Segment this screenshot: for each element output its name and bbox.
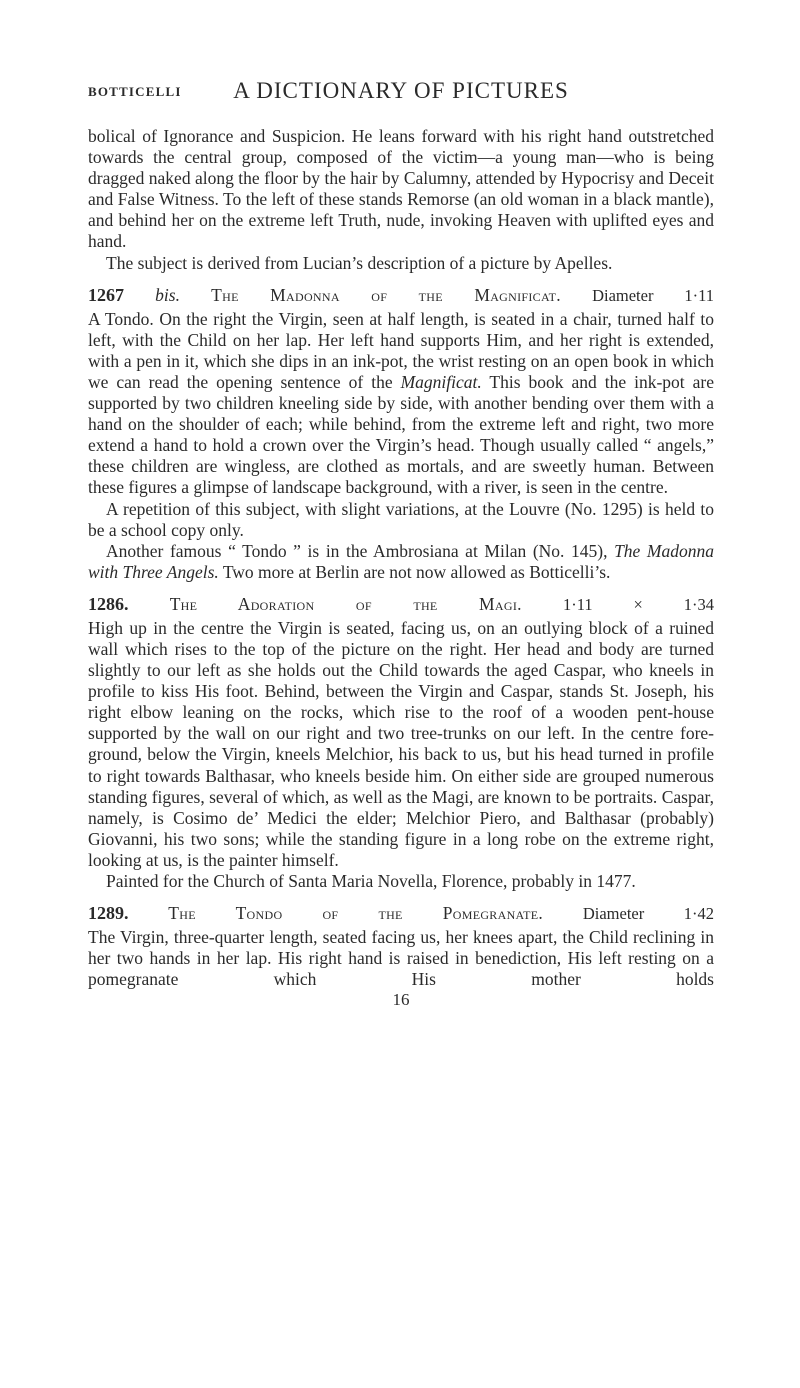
header-title: A DICTIONARY OF PICTURES [233,78,569,103]
entry-paragraph: High up in the centre the Virgin is seated, facing us, on an outlying block of a ruined wall which rises to the top of the picture on the right. Her head and body are turned slightly to our left as she holds out the Child towards the aged Caspar, who kneels in profile to kiss His foot. Behind, between the Virgin and Caspar, stands St. Joseph, his right elbow leaning on the rocks, which rise to the roof of a wooden pent-house supported by the wall on our right and two tree-trunks on our left. In the centre fore-ground, below the Virgin, kneels Melchior, his back to us, but his head turned in profile to right towards Balthasar, who kneels beside him. On either side are grouped numerous standing figures, several of which, as well as the Magi, are known to be portraits. Caspar, namely, is Cosimo de’ Medici the elder; Melchior Piero, and Balthasar (probably) Giovanni, his two sons; while the standing figure in a long robe on the extreme right, looking at us, is the painter himself. [88,617,714,870]
page-number: 16 [392,990,410,1010]
entry-paragraph [88,541,714,583]
entry-paragraph: The Virgin, three-quarter length, seated facing us, her knees apart, the Child reclining in her two hands in her lap. His right hand is raised in benediction, His left resting on a pomegranate which His mother holds [88,927,714,990]
entry-dimensions: Diameter 1·11 [592,285,714,305]
entry-text: A Tondo. On the right the Virgin, seen at half length, is seated in a chair, turned half to left, with the Child on her lap. Her left hand supports Him, and her right is extended, with a pen in it, which she dips in an ink-pot, the wrist resting on an open book in which we can read the opening sentence of the [88,308,714,392]
entry-number-suffix: bis. [155,284,180,305]
entry-heading [88,902,714,925]
intro-paragraph: bolical of Ignorance and Suspicion. He leans forward with his right hand outstretched towards the central group, composed of the victim—a young man—who is being dragged naked along the floor by the hair by Calumny, attended by Hypocrisy and Deceit and False Witness. To the left of these stands Remorse (an old woman in a black mantle), and behind her on the extreme left Truth, nude, invoking Heaven with uplifted eyes and hand. [88,126,714,252]
entry-number: 1267 [88,284,124,305]
entry-title: The Tondo of the Pomegranate. [168,903,544,924]
entry-heading [88,593,714,616]
entry-italic-text: The Madonna with Three Angels. [88,540,714,582]
page-body [88,126,714,1010]
entry-text: Another famous “ Tondo ” is in the Ambrosiana at Milan (No. 145), [106,540,615,561]
entry-paragraph [88,309,714,499]
entry-italic-text: Magnificat. [400,371,482,392]
entry-heading [88,284,714,307]
intro-paragraph: The subject is derived from Lucian’s description of a picture by Apelles. [106,252,613,273]
entry-title: The Madonna of the Magnificat. [211,284,561,305]
entry-paragraph: Painted for the Church of Santa Maria Novella, Florence, probably in 1477. [106,871,636,891]
entry-dimensions: Diameter 1·42 [582,904,714,924]
entry-text: This book and the ink-pot are supported by two children kneeling side by side, with another bending over them with a hand on the shoulder of each; while behind, from the extreme left and right, two more extend a hand to hold a crown over the Virgin’s head. Though usually called “ angels,” these children are wingless, are clothed as mortals, and are sweetly human. Between these figures a glimpse of landscape background, with a river, is seen in the centre. [88,371,714,498]
entry-number: 1289. [88,903,129,924]
entry-paragraph: A repetition of this subject, with slight variations, at the Louvre (No. 1295) is held to be a school copy only. [88,498,714,540]
entry-dimensions: 1·11 × 1·34 [563,594,715,614]
page [88,78,714,1010]
running-head: BOTTICELLI [88,84,182,99]
page-header [88,78,714,112]
entry-title: The Adoration of the Magi. [169,593,522,614]
entry-number: 1286. [88,593,129,614]
entry-text: Two more at Berlin are not now allowed as Botticelli’s. [218,561,611,582]
